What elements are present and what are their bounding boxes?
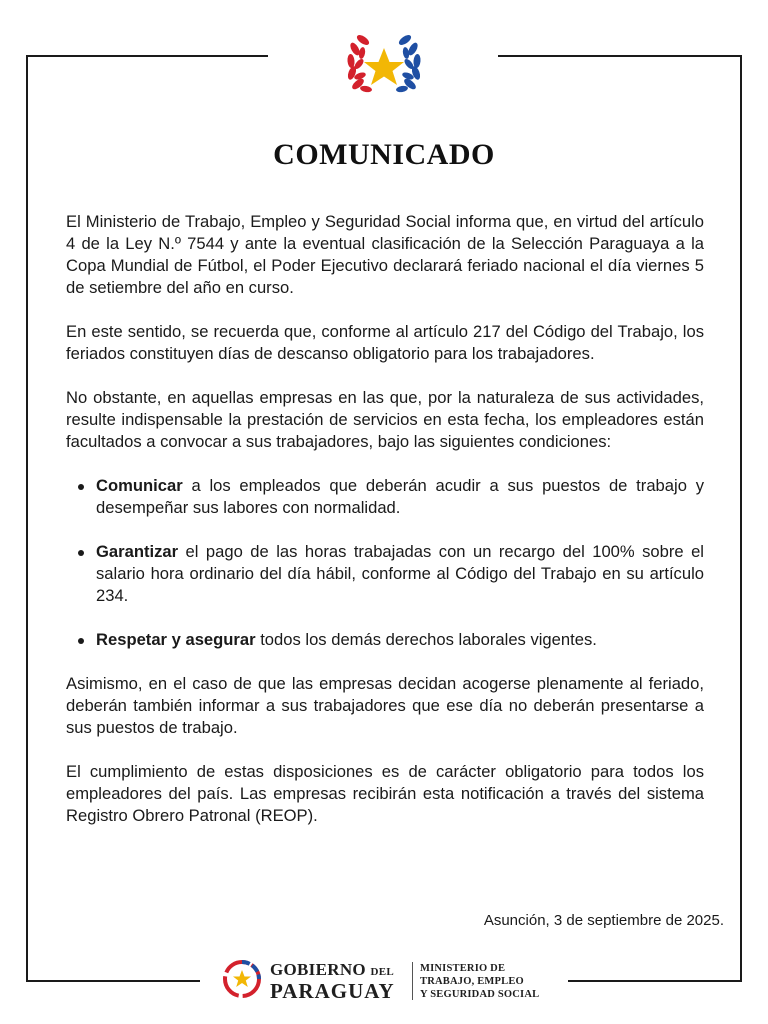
- date-line: Asunción, 3 de septiembre de 2025.: [483, 912, 724, 929]
- gob-del: DEL: [370, 966, 395, 978]
- paragraph-full-holiday: Asimismo, en el caso de que las empresas decidan acogerse plenamente al feriado, deberán también informar a sus trabajadores que ese día no deberán presentarse a sus puestos de trabajo.: [66, 674, 704, 737]
- page-title: COMUNICADO: [273, 138, 495, 171]
- condition-text: a los empleados que deberán acudir a sus puestos de trabajo y desempeñar sus labores con normalidad.: [96, 476, 704, 517]
- paragraph-exception: No obstante, en aquellas empresas en las que, por la naturaleza de sus actividades, resulte indispensable la prestación de servicios en esta fecha, los empleadores están facultados a convocar a sus trabajadores, bajo las siguientes condiciones:: [66, 388, 704, 451]
- ministry-wordmark: [420, 962, 539, 1001]
- ministry-line-1: MINISTERIO DE: [420, 963, 506, 974]
- ministry-line-2: TRABAJO, EMPLEO: [420, 976, 524, 987]
- paraguay-star-laurel-icon: [336, 26, 432, 110]
- bullet-icon: [78, 638, 84, 644]
- condition-item: [66, 475, 704, 519]
- ministry-line-3: Y SEGURIDAD SOCIAL: [420, 989, 540, 1000]
- condition-keyword: Comunicar: [96, 476, 183, 495]
- conditions-list: [66, 475, 704, 651]
- condition-text: el pago de las horas trabajadas con un recargo del 100% sobre el salario hora ordinario del día hábil, conforme al Código del Trabajo en su artículo 234.: [96, 542, 704, 605]
- gob-line-2: PARAGUAY: [270, 979, 395, 1003]
- paragraph-compliance: El cumplimiento de estas disposiciones es de carácter obligatorio para todos los empleadores del país. Las empresas recibirán esta notificación a través del sistema Registro Obrero Patronal (REOP).: [66, 762, 704, 825]
- condition-item: [66, 629, 704, 651]
- footer-divider: [412, 962, 413, 1000]
- bullet-icon: [78, 550, 84, 556]
- bullet-icon: [78, 484, 84, 490]
- paragraph-holiday-rule: En este sentido, se recuerda que, conforme al artículo 217 del Código del Trabajo, los feriados constituyen días de descanso obligatorio para los trabajadores.: [66, 322, 704, 363]
- gob-line-1: GOBIERNO: [270, 960, 366, 979]
- government-wordmark: [270, 960, 395, 1001]
- condition-keyword: Respetar y asegurar: [96, 630, 256, 649]
- condition-item: [66, 541, 704, 607]
- paragraph-intro: El Ministerio de Trabajo, Empleo y Seguridad Social informa que, en virtud del artículo 4 de la Ley N.º 7544 y ante la eventual clasificación de la Selección Paraguaya a la Copa Mundial de Fútbol, el Poder Ejecutivo declarará feriado nacional el día viernes 5 de setiembre del año en curso.: [66, 212, 704, 297]
- footer-logo: [220, 956, 560, 1006]
- condition-keyword: Garantizar: [96, 542, 179, 561]
- communique-body: [66, 211, 704, 849]
- government-crest-icon: [220, 958, 264, 1000]
- condition-text: todos los demás derechos laborales vigentes.: [255, 630, 597, 649]
